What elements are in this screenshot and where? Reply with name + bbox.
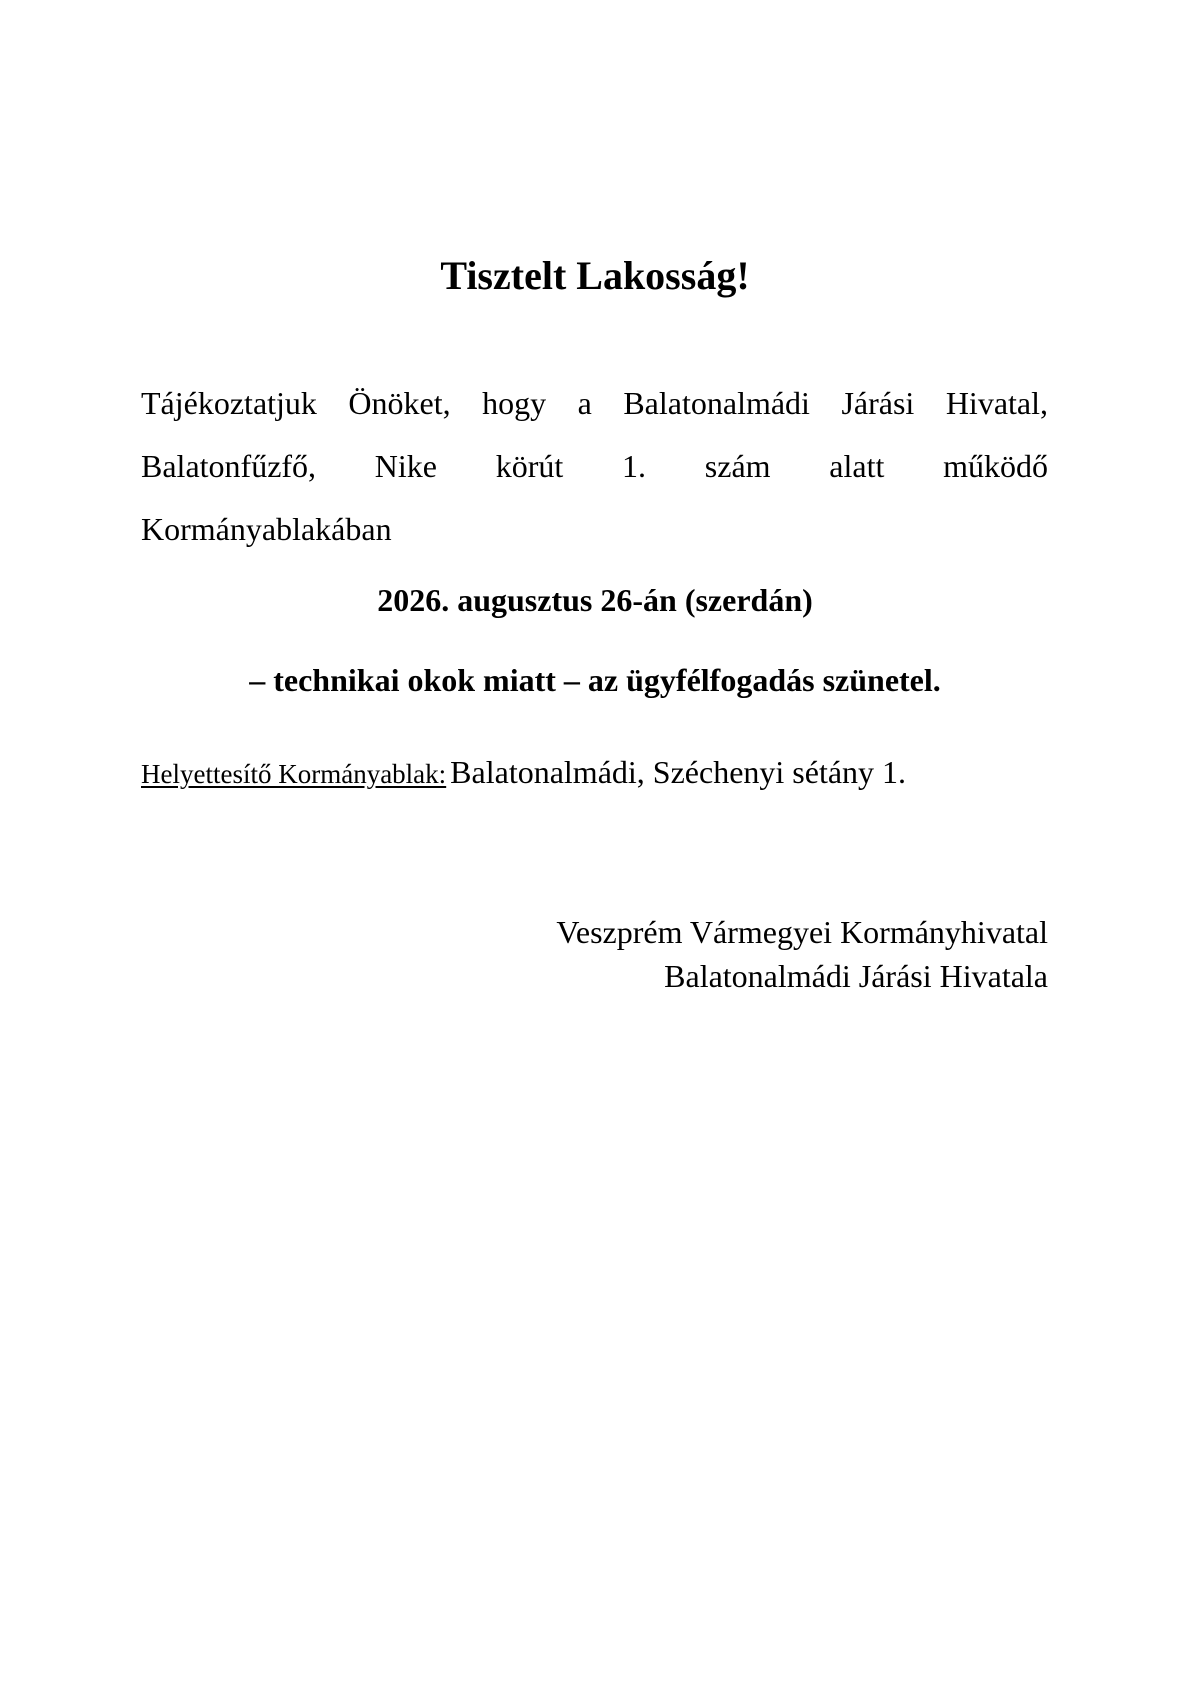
intro-paragraph bbox=[141, 372, 1048, 561]
closure-notice: – technikai okok miatt – az ügyfélfogadás szünetel. bbox=[249, 662, 941, 698]
intro-line-2: Balatonfűzfő, Nike körút 1. szám alatt működő bbox=[141, 448, 1048, 484]
substitute-office bbox=[141, 754, 1048, 791]
signature-block bbox=[141, 910, 1048, 998]
closure-date: 2026. augusztus 26-án (szerdán) bbox=[377, 582, 813, 618]
notice-title: Tisztelt Lakosság! bbox=[440, 253, 750, 298]
substitute-office-address: Balatonalmádi, Széchenyi sétány 1. bbox=[450, 754, 907, 790]
substitute-office-label: Helyettesítő Kormányablak: bbox=[141, 759, 447, 789]
signature-line-1: Veszprém Vármegyei Kormányhivatal bbox=[556, 914, 1048, 950]
intro-line-1: Tájékoztatjuk Önöket, hogy a Balatonalmádi Járási Hivatal, bbox=[141, 385, 1048, 421]
intro-line-3: Kormányablakában bbox=[141, 511, 392, 547]
signature-line-2: Balatonalmádi Járási Hivatala bbox=[664, 958, 1048, 994]
